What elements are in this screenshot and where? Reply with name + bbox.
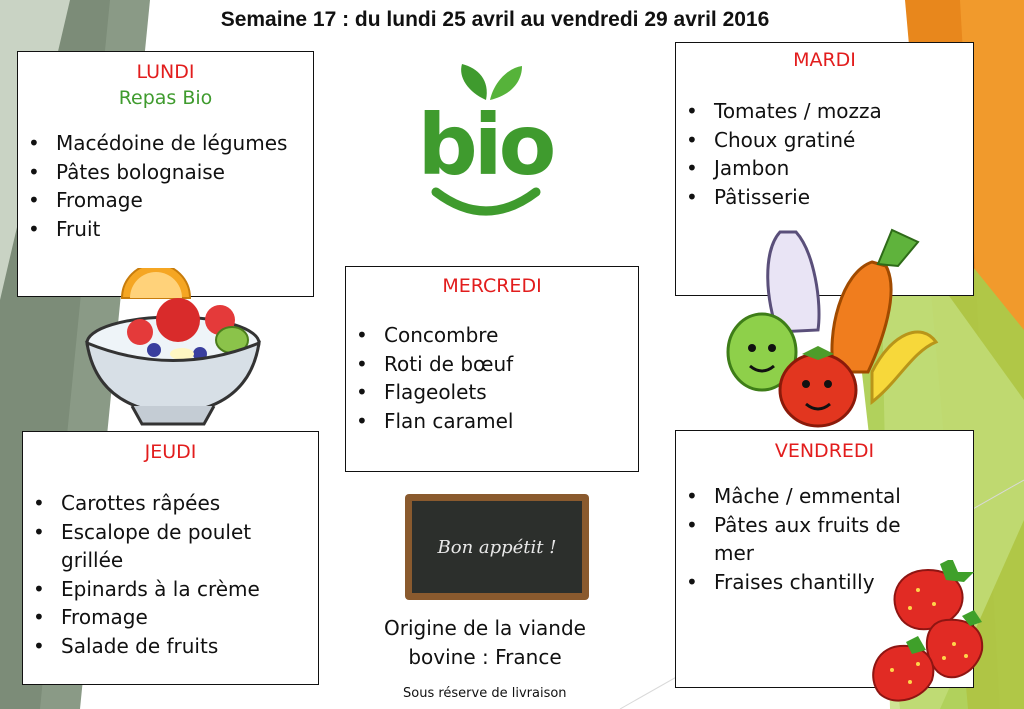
menu-item: • Fraises chantilly [714, 568, 933, 597]
bio-logo [398, 62, 573, 222]
menu-item: • Jambon [714, 154, 973, 183]
day-card-mercredi [345, 266, 639, 472]
menu-list-mercredi [346, 321, 638, 435]
day-heading-jeudi: JEUDI [144, 441, 197, 463]
menu-item: • Mâche / emmental [714, 482, 933, 511]
day-heading-vendredi: VENDREDI [774, 440, 875, 462]
bio-logo-text: bio [417, 96, 553, 194]
day-card-lundi [17, 51, 314, 297]
menu-item: • Fromage [56, 186, 313, 215]
day-card-jeudi [22, 431, 319, 685]
day-heading-mercredi: MERCREDI [442, 275, 542, 297]
strawberries-icon [866, 560, 986, 706]
menu-item: • Flageolets [384, 378, 638, 407]
menu-item: • Epinards à la crème [61, 575, 294, 604]
fruit-salad-bowl-icon [82, 268, 264, 426]
menu-item: • Concombre [384, 321, 638, 350]
menu-list-lundi [18, 129, 313, 243]
menu-item: • Tomates / mozza [714, 97, 973, 126]
day-heading-mardi: MARDI [793, 49, 856, 71]
menu-item: • Salade de fruits [61, 632, 294, 661]
chalkboard [405, 494, 589, 600]
menu-item: • Choux gratiné [714, 126, 973, 155]
menu-item: • Roti de bœuf [384, 350, 638, 379]
menu-item: • Flan caramel [384, 407, 638, 436]
cartoon-vegetables-icon [722, 222, 940, 434]
menu-item: • Pâtes bolognaise [56, 158, 313, 187]
menu-list-mardi [676, 97, 973, 211]
menu-item: • Macédoine de légumes [56, 129, 313, 158]
bio-meal-label: Repas Bio [118, 87, 213, 109]
meat-origin-note: Origine de la viande bovine : France [384, 616, 586, 669]
chalkboard-surface [412, 501, 582, 593]
page-title: Semaine 17 : du lundi 25 avril au vendredi 29 avril 2016 [220, 8, 770, 31]
menu-item: • Fruit [56, 215, 313, 244]
menu-item: • Pâtisserie [714, 183, 973, 212]
menu-item: • Carottes râpées [61, 489, 294, 518]
chalkboard-text: Bon appétit ! [437, 536, 557, 558]
menu-list-jeudi [23, 489, 318, 660]
menu-item: • Fromage [61, 603, 294, 632]
menu-item: • Escalope de poulet grillée [61, 518, 294, 575]
day-heading-lundi: LUNDI [136, 61, 195, 83]
delivery-note: Sous réserve de livraison [403, 686, 567, 701]
menu-item: • Pâtes aux fruits de mer [714, 511, 933, 568]
